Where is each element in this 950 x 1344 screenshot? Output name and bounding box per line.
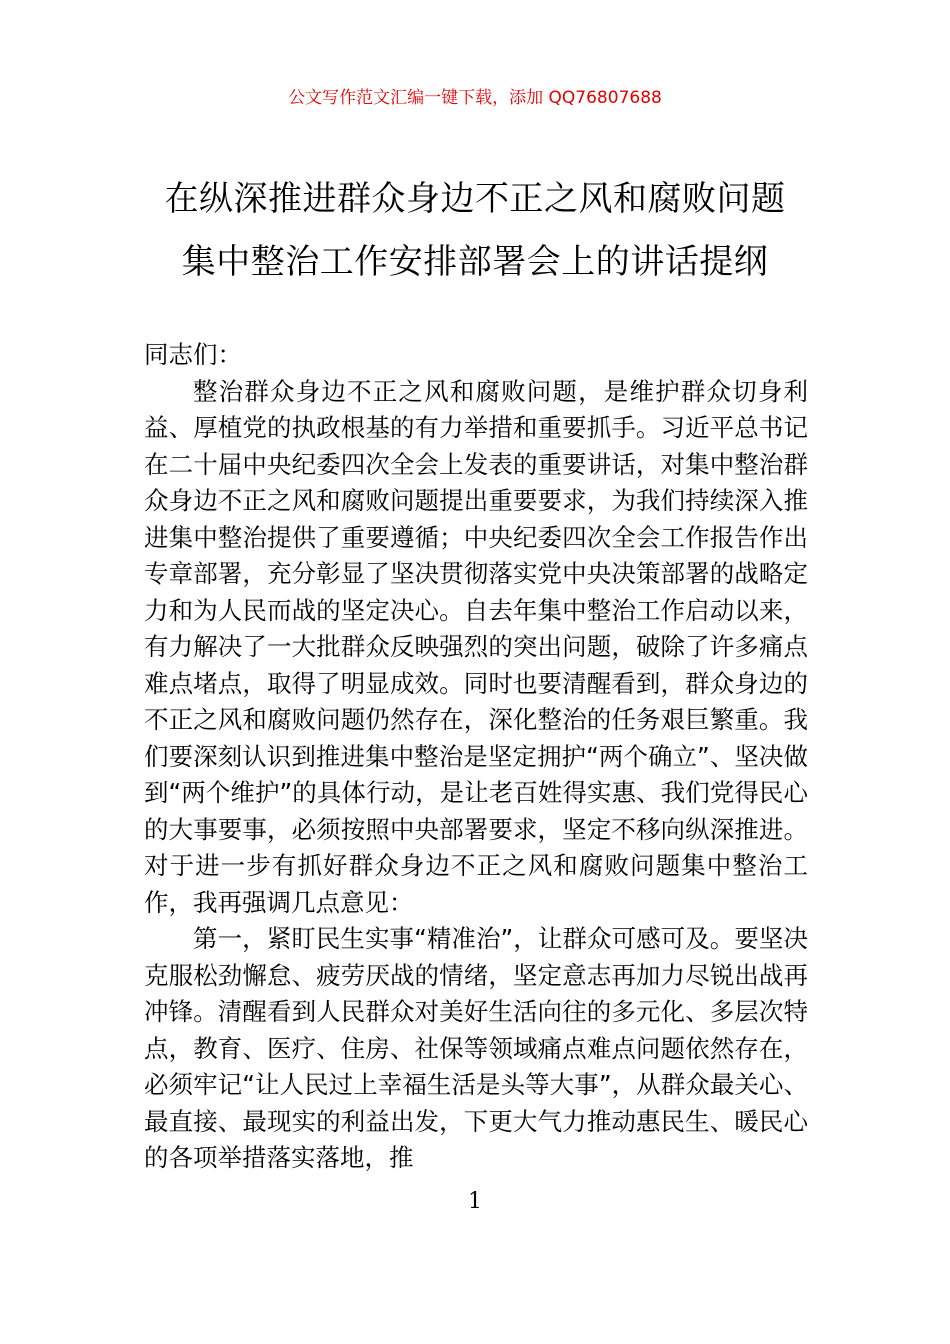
document-title-line-1: 在纵深推进群众身边不正之风和腐败问题 <box>164 179 786 219</box>
document-body <box>144 337 808 1177</box>
document-title-line-2: 集中整治工作安排部署会上的讲话提纲 <box>181 242 769 282</box>
page-number: 1 <box>468 1189 482 1214</box>
body-paragraph: 第一，紧盯民生实事“精准治”，让群众可感可及。要坚决克服松劲懈怠、疲劳厌战的情绪，坚定意志再加力尽锐出战再冲锋。清醒看到人民群众对美好生活向往的多元化、多层次特点，教育、医疗、住房、社保等领域痛点难点问题依然存在，必须牢记“让人民过上幸福生活是头等大事”，从群众最关心、最直接、最现实的利益出发，下更大气力推动惠民生、暖民心的各项举措落实落地，推 <box>144 924 808 1172</box>
body-paragraph: 整治群众身边不正之风和腐败问题，是维护群众切身利益、厚植党的执政根基的有力举措和重要抓手。习近平总书记在二十届中央纪委四次全会上发表的重要讲话，对集中整治群众身边不正之风和腐败问题提出重要要求，为我们持续深入推进集中整治提供了重要遵循；中央纪委四次全会工作报告作出专章部署，充分彰显了坚决贯彻落实党中央决策部署的战略定力和为人民而战的坚定决心。自去年集中整治工作启动以来，有力解决了一大批群众反映强烈的突出问题，破除了许多痛点难点堵点，取得了明显成效。同时也要清醒看到，群众身边的不正之风和腐败问题仍然存在，深化整治的任务艰巨繁重。我们要深刻认识到推进集中整治是坚定拥护“两个确立”、坚决做到“两个维护”的具体行动，是让老百姓得实惠、我们党得民心的大事要事，必须按照中央部署要求，坚定不移向纵深推进。对于进一步有抓好群众身边不正之风和腐败问题集中整治工作，我再强调几点意见： <box>144 376 808 917</box>
download-promo-note: 公文写作范文汇编一键下载，添加 QQ76807688 <box>288 88 662 108</box>
salutation: 同志们： <box>144 340 242 369</box>
